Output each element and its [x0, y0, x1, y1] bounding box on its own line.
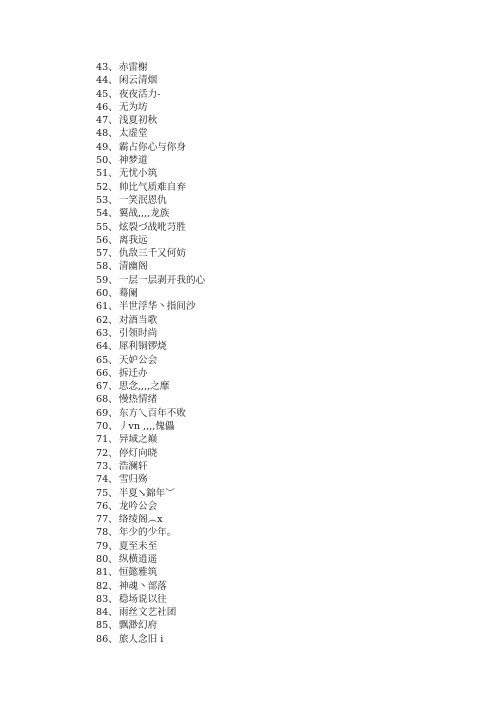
item-separator: 、: [108, 514, 118, 526]
item-separator: 、: [108, 540, 118, 552]
item-separator: 、: [108, 580, 118, 592]
item-number: 45: [96, 88, 109, 100]
list-item: [96, 167, 205, 180]
list-item: [96, 420, 205, 433]
item-separator: 、: [108, 434, 118, 446]
item-separator: 、: [108, 407, 118, 419]
item-separator: 、: [108, 288, 118, 300]
item-number: 50: [96, 155, 109, 167]
list-item: [96, 141, 205, 154]
item-text: 一笑泯恩仇: [118, 194, 167, 206]
item-text: 雪归殇: [118, 474, 148, 486]
list-item: [96, 367, 205, 380]
item-number: 81: [96, 567, 109, 579]
list-item: [96, 633, 205, 646]
item-text: 仇敌三千又何妨: [118, 248, 186, 260]
item-number: 63: [96, 327, 109, 339]
item-separator: 、: [108, 500, 118, 512]
list-item: [96, 460, 205, 473]
item-text: 异域之巅: [118, 434, 158, 446]
item-number: 47: [96, 115, 109, 127]
list-item: [96, 287, 205, 300]
item-text: 蓦阑: [118, 288, 138, 300]
item-number: 64: [96, 341, 109, 353]
item-number: 78: [96, 527, 109, 539]
item-separator: 、: [108, 620, 118, 632]
list-item: [96, 194, 205, 207]
item-number: 73: [96, 460, 109, 472]
item-number: 51: [96, 168, 109, 180]
item-text: 恒懿雅筑: [118, 567, 158, 579]
item-text: 丿vn ,,,,傀儡: [118, 421, 175, 433]
list-item: [96, 500, 205, 513]
list-item: [96, 127, 205, 140]
list-item: [96, 327, 205, 340]
item-number: 43: [96, 62, 109, 73]
item-number: 80: [96, 553, 109, 565]
item-separator: 、: [108, 367, 118, 379]
item-separator: 、: [108, 593, 118, 605]
item-separator: 、: [108, 194, 118, 206]
item-number: 68: [96, 394, 109, 406]
list-item: [96, 447, 205, 460]
item-text: 太虚堂: [118, 128, 148, 140]
item-text: 犀利铜锣烧: [118, 341, 167, 353]
list-item: [96, 473, 205, 486]
item-separator: 、: [108, 234, 118, 246]
item-separator: 、: [108, 62, 118, 73]
list-item: [96, 566, 205, 579]
list-item: [96, 221, 205, 234]
list-item: [96, 314, 205, 327]
item-separator: 、: [108, 128, 118, 140]
item-text: 龙吟公会: [118, 500, 158, 512]
item-number: 65: [96, 354, 109, 366]
item-number: 60: [96, 288, 109, 300]
item-text: 天妒公会: [118, 354, 158, 366]
item-separator: 、: [108, 141, 118, 153]
item-number: 79: [96, 540, 109, 552]
item-text: 半夏↘錦年︶: [118, 487, 175, 499]
item-separator: 、: [108, 567, 118, 579]
item-text: 帅比气质难自弃: [118, 181, 186, 193]
list-item: [96, 88, 205, 101]
item-number: 69: [96, 407, 109, 419]
item-text: 夏至未至: [118, 540, 158, 552]
item-separator: 、: [108, 354, 118, 366]
item-text: 年少的少年。: [118, 527, 177, 539]
item-text: 神梦道: [118, 155, 148, 167]
item-separator: 、: [108, 301, 118, 313]
list-item: [96, 354, 205, 367]
list-item: [96, 74, 205, 87]
item-number: 59: [96, 274, 109, 286]
item-text: 清幽阁: [118, 261, 148, 273]
item-number: 75: [96, 487, 109, 499]
item-separator: 、: [108, 327, 118, 339]
item-number: 58: [96, 261, 109, 273]
item-number: 67: [96, 381, 109, 393]
item-number: 84: [96, 607, 109, 619]
item-text: 夜夜活力-: [118, 88, 161, 100]
item-number: 57: [96, 248, 109, 260]
list-item: [96, 526, 205, 539]
item-separator: 、: [108, 115, 118, 127]
list-item: [96, 300, 205, 313]
item-separator: 、: [108, 155, 118, 167]
list-item: [96, 619, 205, 632]
item-separator: 、: [108, 487, 118, 499]
item-separator: 、: [108, 633, 118, 645]
item-number: 72: [96, 447, 109, 459]
list-item: [96, 274, 205, 287]
item-number: 70: [96, 421, 109, 433]
item-text: 旅人念旧 i: [118, 633, 164, 645]
item-text: 纵横逍遥: [118, 553, 158, 565]
item-text: 思念,,,,之靡: [118, 381, 170, 393]
item-separator: 、: [108, 341, 118, 353]
item-separator: 、: [108, 381, 118, 393]
item-number: 71: [96, 434, 109, 446]
list-item: [96, 393, 205, 406]
item-number: 86: [96, 633, 109, 645]
item-number: 61: [96, 301, 109, 313]
item-text: 慢热情绪: [118, 394, 158, 406]
item-separator: 、: [108, 274, 118, 286]
item-number: 83: [96, 593, 109, 605]
list-item: [96, 606, 205, 619]
list-item: [96, 114, 205, 127]
list-item: [96, 207, 205, 220]
item-separator: 、: [108, 101, 118, 113]
item-separator: 、: [108, 261, 118, 273]
item-separator: 、: [108, 553, 118, 565]
item-separator: 、: [108, 221, 118, 233]
item-separator: 、: [108, 208, 118, 220]
item-text: 飘渺幻府: [118, 620, 158, 632]
list-item: [96, 340, 205, 353]
item-number: 53: [96, 194, 109, 206]
list-item: [96, 553, 205, 566]
item-text: 稳场说以往: [118, 593, 167, 605]
item-text: 霸占你心与你身: [118, 141, 186, 153]
item-text: 炫裂づ战吪䒒胜: [118, 221, 186, 233]
list-item: [96, 487, 205, 500]
item-number: 55: [96, 221, 109, 233]
item-text: 无为坊: [118, 101, 148, 113]
item-text: 神魂丶部落: [118, 580, 167, 592]
item-text: 停灯向晓: [118, 447, 158, 459]
item-text: 离我远: [118, 234, 148, 246]
item-number: 54: [96, 208, 109, 220]
item-number: 66: [96, 367, 109, 379]
item-number: 52: [96, 181, 109, 193]
item-separator: 、: [108, 421, 118, 433]
item-number: 62: [96, 314, 109, 326]
item-separator: 、: [108, 460, 118, 472]
item-number: 85: [96, 620, 109, 632]
item-text: 拆迁办: [118, 367, 148, 379]
item-text: 无忧小筑: [118, 168, 158, 180]
item-text: 引领时尚: [118, 327, 158, 339]
item-separator: 、: [108, 527, 118, 539]
item-separator: 、: [108, 447, 118, 459]
item-text: 浩澜轩: [118, 460, 148, 472]
item-separator: 、: [108, 394, 118, 406]
item-number: 48: [96, 128, 109, 140]
list-item: [96, 513, 205, 526]
item-separator: 、: [108, 88, 118, 100]
item-number: 49: [96, 141, 109, 153]
list-item: [96, 540, 205, 553]
list-item: [96, 260, 205, 273]
list-item: [96, 61, 205, 74]
item-number: 44: [96, 75, 109, 87]
item-separator: 、: [108, 314, 118, 326]
list-item: [96, 580, 205, 593]
list-item: [96, 101, 205, 114]
list-item: [96, 380, 205, 393]
item-text: 闲云清烟: [118, 75, 158, 87]
list-item: [96, 247, 205, 260]
item-text: 东方乀百年不败: [118, 407, 186, 419]
list-item: [96, 234, 205, 247]
item-number: 77: [96, 514, 109, 526]
list-item: [96, 181, 205, 194]
item-text: 雨丝文艺社团: [118, 607, 177, 619]
item-text: 半世浮华丶指间沙: [118, 301, 196, 313]
item-text: 赤雷榭: [118, 62, 148, 73]
item-text: 浅夏初秋: [118, 115, 158, 127]
item-text: 翼战,,,,龙族: [118, 208, 170, 220]
list-item: [96, 154, 205, 167]
item-text: 一层一层剥开我的心: [118, 274, 206, 286]
list-item: [96, 433, 205, 446]
item-separator: 、: [108, 181, 118, 193]
item-number: 56: [96, 234, 109, 246]
item-separator: 、: [108, 168, 118, 180]
item-separator: 、: [108, 75, 118, 87]
item-text: 络绫阁︵x: [118, 514, 163, 526]
item-separator: 、: [108, 607, 118, 619]
item-number: 74: [96, 474, 109, 486]
item-separator: 、: [108, 474, 118, 486]
item-number: 46: [96, 101, 109, 113]
list-item: [96, 407, 205, 420]
item-number: 76: [96, 500, 109, 512]
item-text: 对酒当歌: [118, 314, 158, 326]
item-separator: 、: [108, 248, 118, 260]
item-number: 82: [96, 580, 109, 592]
name-list: [96, 61, 205, 646]
list-item: [96, 593, 205, 606]
